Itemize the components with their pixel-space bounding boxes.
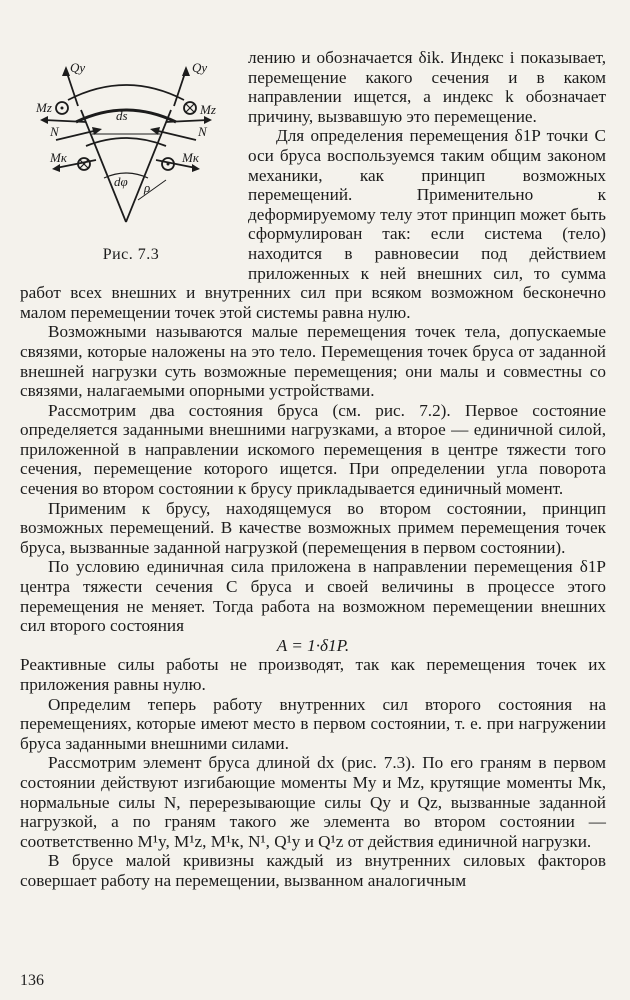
body-text	[20, 48, 606, 891]
paragraph: Реактивные силы работы не производят, так как перемещения точек их приложения равны нулю.	[20, 655, 606, 694]
label-n-right: N	[198, 124, 207, 139]
label-ds: ds	[116, 108, 128, 123]
page-number: 136	[20, 972, 44, 989]
label-qy-right: Qy	[192, 60, 208, 75]
paragraph: Рассмотрим элемент бруса длиной dx (рис. 7.3). По его граням в первом состоянии действуют изгибающие моменты My и Mz, крутящие моменты Mк, нормальные силы N, перерезывающие силы Qy и Qz, вызванные заданной нагрузкой, а по граням такого же элемента во втором состоянии — соответственно M¹y, M¹z, M¹к, N¹, Q¹y и Q¹z от действия единичной нагрузки.	[20, 753, 606, 851]
paragraph: Определим теперь работу внутренних сил второго состояния на перемещениях, которые имеют место в первом состоянии, т. е. при нагружении бруса заданными внешними силами.	[20, 694, 606, 753]
figure-caption: Рис. 7.3	[102, 246, 160, 263]
formula: A = 1·δ1P.	[276, 635, 350, 655]
label-mz-right: Mz	[200, 102, 216, 117]
label-n-left: N	[50, 124, 59, 139]
paragraph: Возможными называются малые перемещения точек тела, допускаемые связями, которые наложены на это тело. Перемещения точек бруса от заданной внешней нагрузки суть возможные перемещения; они малы и совместны со связями, налагаемыми опорными устройствами.	[20, 322, 606, 401]
paragraph: Для определения перемещения δ1P точки C оси бруса воспользуемся таким общим законом механики, как принцип возможных перемещений. Применительно к деформируемому телу этот принцип может быть сформулирован так: если система (тело) находится в равновесии под действием приложенных к ней внешних сил, то сумма работ всех внешних и внутренних сил при всяком возможном бесконечно малом перемещении точек этой системы равна нулю.	[20, 126, 606, 322]
label-mk-left: Mк	[50, 150, 67, 165]
paragraph: В брусе малой кривизны каждый из внутренних силовых факторов совершает работу на перемещении, вызванном аналогичным	[20, 851, 606, 890]
paragraph: По условию единичная сила приложена в направлении перемещения δ1P центра тяжести сечения C бруса и своей величины в процессе этого перемещения не меняет. Тогда работа на возможном перемещении внешних сил второго состояния	[20, 557, 606, 636]
label-mk-right: Mк	[182, 150, 199, 165]
paragraph: Применим к брусу, находящемуся во втором состоянии, принцип возможных перемещений. В качестве возможных примем перемещения точек бруса, вызванные заданной нагрузкой (перемещения в первом состоянии).	[20, 498, 606, 557]
label-rho: ρ	[144, 180, 151, 195]
label-qy-left: Qy	[70, 60, 86, 75]
label-mz-left: Mz	[36, 100, 52, 115]
label-dphi: dφ	[114, 174, 128, 189]
paragraph: Рассмотрим два состояния бруса (см. рис. 7.2). Первое состояние определяется заданными внешними нагрузками, а второе — единичной силой, приложенной в направлении искомого перемещения в центре тяжести того сечения, перемещение которого ищется. При определении угла поворота сечения во втором состоянии к брусу прикладывается единичный момент.	[20, 400, 606, 499]
paragraph: лению и обозначается δik. Индекс i показывает, перемещение какого сечения и в каком направлении ищется, а индекс k обозначает причину, вызвавшую это перемещение.	[248, 48, 606, 126]
